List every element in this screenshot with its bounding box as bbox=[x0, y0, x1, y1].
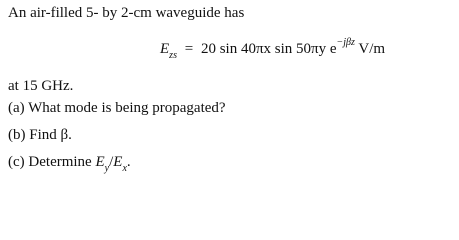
question-c bbox=[8, 153, 131, 174]
question-a-label: (a) bbox=[8, 100, 25, 116]
question-c-label: (c) bbox=[8, 154, 25, 170]
question-c-numerator: E bbox=[95, 154, 105, 170]
question-a-text: What mode is being propagated? bbox=[28, 100, 226, 116]
equation-lhs-symbol: E bbox=[160, 41, 170, 57]
question-c-denominator: E bbox=[113, 154, 123, 170]
equation-units: V/m bbox=[358, 41, 386, 57]
equation-rhs: 20 sin 40πx sin 50πy e bbox=[200, 41, 337, 57]
question-a bbox=[8, 99, 226, 117]
question-c-slash: / bbox=[109, 154, 114, 170]
equation-equals: = bbox=[184, 41, 194, 57]
question-c-prefix: Determine bbox=[28, 154, 92, 170]
question-c-end: . bbox=[126, 154, 131, 170]
frequency-line: at 15 GHz. bbox=[8, 78, 74, 94]
question-b-text: Find β. bbox=[29, 127, 72, 143]
field-equation bbox=[160, 37, 386, 61]
question-b-label: (b) bbox=[8, 127, 26, 143]
equation-lhs-subscript: zs bbox=[169, 50, 177, 61]
question-c-numerator-subscript: y bbox=[104, 163, 110, 174]
question-c-denominator-subscript: x bbox=[122, 163, 127, 174]
question-b bbox=[8, 126, 72, 144]
equation-exponent: −jβz bbox=[336, 37, 355, 48]
problem-intro: An air-filled 5- by 2-cm waveguide has bbox=[8, 5, 245, 21]
